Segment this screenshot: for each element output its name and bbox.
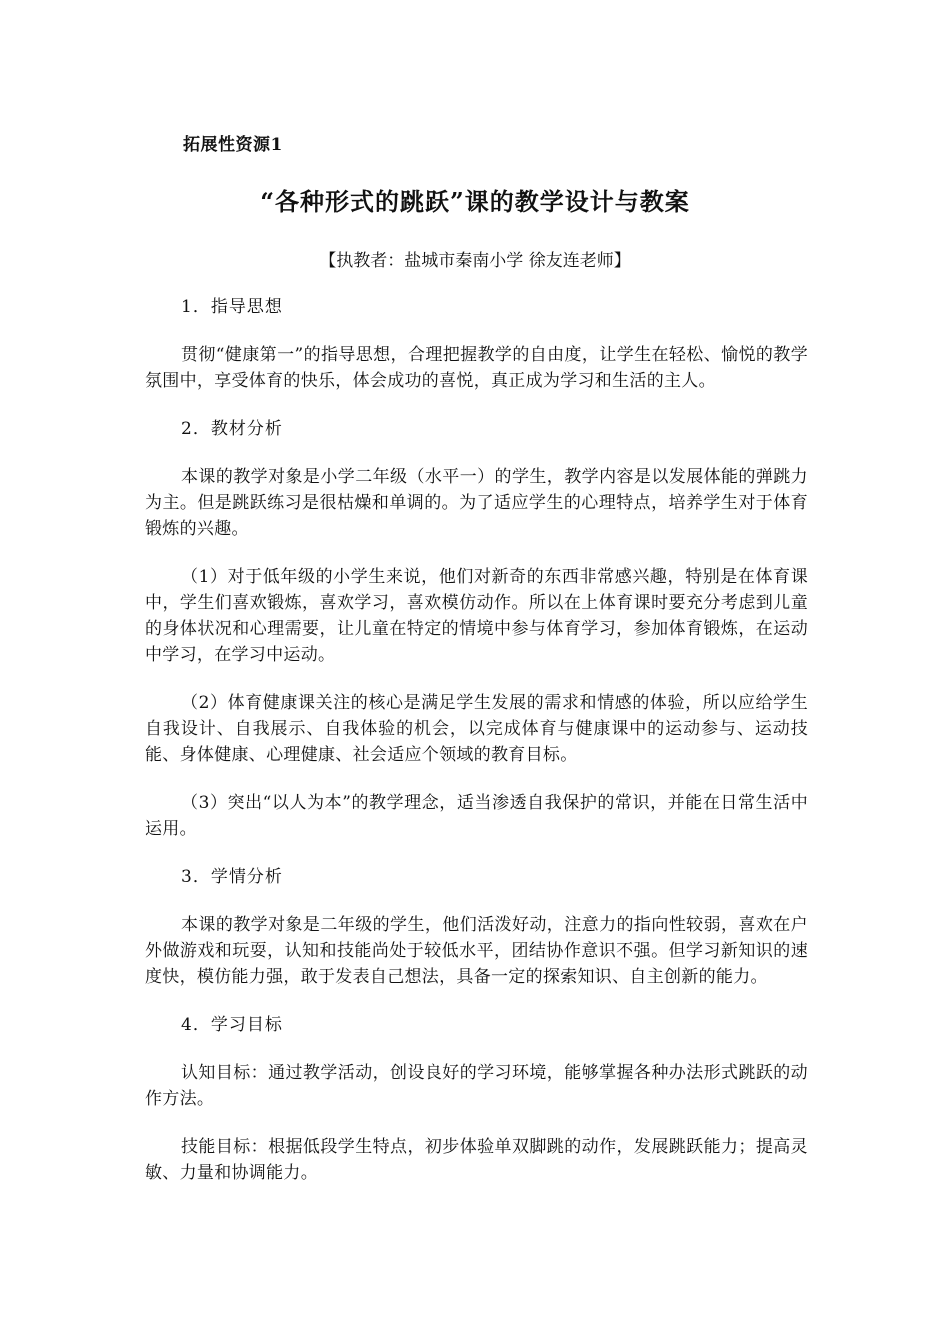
paragraph-item-2: （2）体育健康课关注的核心是满足学生发展的需求和情感的体验，所以应给学生自我设计、自我展示、自我体验的机会，以完成体育与健康课中的运动参与、运动技能、身体健康、心理健康、社会适应个领域的教育目标。 <box>145 693 808 765</box>
paragraph: 贯彻“健康第一”的指导思想，合理把握教学的自由度，让学生在轻松、愉悦的教学氛围中，享受体育的快乐，体会成功的喜悦，真正成为学习和生活的主人。 <box>145 345 808 391</box>
section-heading-guiding-ideology: 1．指导思想 <box>181 297 283 317</box>
paragraph-item-3: （3）突出“以人为本”的教学理念，适当渗透自我保护的常识，并能在日常生活中运用。 <box>145 793 808 839</box>
section-heading-material-analysis: 2．教材分析 <box>181 419 283 439</box>
paragraph-skill-goal: 技能目标：根据低段学生特点，初步体验单双脚跳的动作，发展跳跃能力；提高灵敏、力量和协调能力。 <box>145 1137 808 1183</box>
document-body <box>145 294 808 1208</box>
paragraph-item-1: （1）对于低年级的小学生来说，他们对新奇的东西非常感兴趣，特别是在体育课中，学生们喜欢锻炼，喜欢学习，喜欢模仿动作。所以在上体育课时要充分考虑到儿童的身体状况和心理需要，让儿童在特定的情境中参与体育学习，参加体育锻炼，在运动中学习，在学习中运动。 <box>145 567 808 665</box>
section-heading-learning-goals: 4．学习目标 <box>181 1015 283 1035</box>
paragraph-cognitive-goal: 认知目标：通过教学活动，创设良好的学习环境，能够掌握各种办法形式跳跃的动作方法。 <box>145 1063 808 1109</box>
document-title: “各种形式的跳跃”课的教学设计与教案 <box>260 187 690 216</box>
paragraph: 本课的教学对象是小学二年级（水平一）的学生，教学内容是以发展体能的弹跳力为主。但是跳跃练习是很枯燥和单调的。为了适应学生的心理特点，培养学生对于体育锻炼的兴趣。 <box>145 467 808 539</box>
teacher-byline: 【执教者：盐城市秦南小学 徐友连老师】 <box>319 251 631 271</box>
resource-label: 拓展性资源1 <box>183 135 283 155</box>
section-heading-student-analysis: 3．学情分析 <box>181 867 283 887</box>
paragraph: 本课的教学对象是二年级的学生，他们活泼好动，注意力的指向性较弱，喜欢在户外做游戏和玩耍，认知和技能尚处于较低水平，团结协作意识不强。但学习新知识的速度快，模仿能力强，敢于发表自己想法，具备一定的探索知识、自主创新的能力。 <box>145 915 808 987</box>
